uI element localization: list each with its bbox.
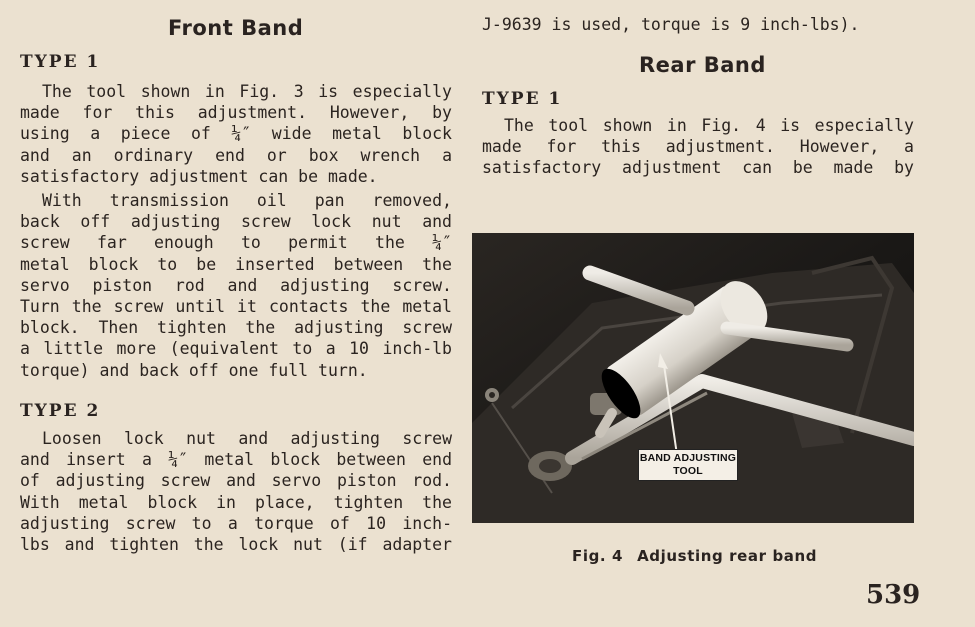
text-line: adjusting screw to a torque of 10 inch- [20, 513, 452, 533]
text-line: satisfactory adjustment can be made by [482, 158, 914, 178]
figure-caption-text: Adjusting rear band [637, 547, 818, 565]
figure-label: Fig. 4 [572, 547, 624, 565]
text-line: screw far enough to permit the ¼″ [20, 233, 452, 253]
front-band-type1-paragraph-2 [20, 190, 452, 381]
front-band-heading: Front Band [168, 16, 304, 40]
text-line: back off adjusting screw lock nut and [20, 212, 452, 232]
text-line: With metal block in place, tighten the [20, 492, 452, 512]
figure-caption [572, 547, 817, 565]
text-line: and insert a ¼″ metal block between end [20, 450, 452, 470]
front-band-type1-paragraph-1 [20, 81, 452, 187]
callout-line: BAND ADJUSTING [639, 452, 737, 464]
text-line: Turn the screw until it contacts the metal [20, 297, 452, 317]
text-line: block. Then tighten the adjusting screw [20, 318, 452, 338]
text-line: servo piston rod and adjusting screw. [20, 275, 452, 295]
text-line: The tool shown in Fig. 3 is especially [42, 82, 452, 101]
rear-band-heading: Rear Band [639, 53, 766, 77]
text-line: metal block to be inserted between the [20, 254, 452, 274]
text-line: and an ordinary end or box wrench a [20, 145, 452, 165]
text-line: satisfactory adjustment can be made. [20, 166, 378, 186]
callout-line: TOOL [673, 465, 703, 477]
rear-band-type1-paragraph [482, 115, 914, 179]
page-number: 539 [866, 580, 921, 610]
text-line: using a piece of ¼″ wide metal block [20, 124, 452, 144]
text-line: Loosen lock nut and adjusting screw [42, 429, 452, 448]
front-band-type1-label: TYPE 1 [20, 52, 101, 72]
front-band-type2-label: TYPE 2 [20, 401, 101, 421]
rear-band-type1-label: TYPE 1 [482, 89, 563, 109]
front-band-type2-paragraph [20, 428, 452, 555]
text-line: of adjusting screw and servo piston rod. [20, 471, 452, 491]
text-line: J-9639 is used, torque is 9 inch-lbs). [482, 15, 860, 34]
text-line: lbs and tighten the lock nut (if adapter [20, 535, 452, 555]
text-line: made for this adjustment. However, by [20, 103, 452, 123]
text-line: made for this adjustment. However, a [482, 137, 914, 157]
continuation-paragraph [482, 14, 914, 35]
text-line: a little more (equivalent to a 10 inch-lb [20, 339, 452, 359]
text-line: With transmission oil pan removed, [42, 191, 452, 210]
text-line: The tool shown in Fig. 4 is especially [504, 116, 914, 135]
text-line: torque) and back off one full turn. [20, 360, 368, 380]
band-adjusting-tool-callout [638, 449, 738, 481]
